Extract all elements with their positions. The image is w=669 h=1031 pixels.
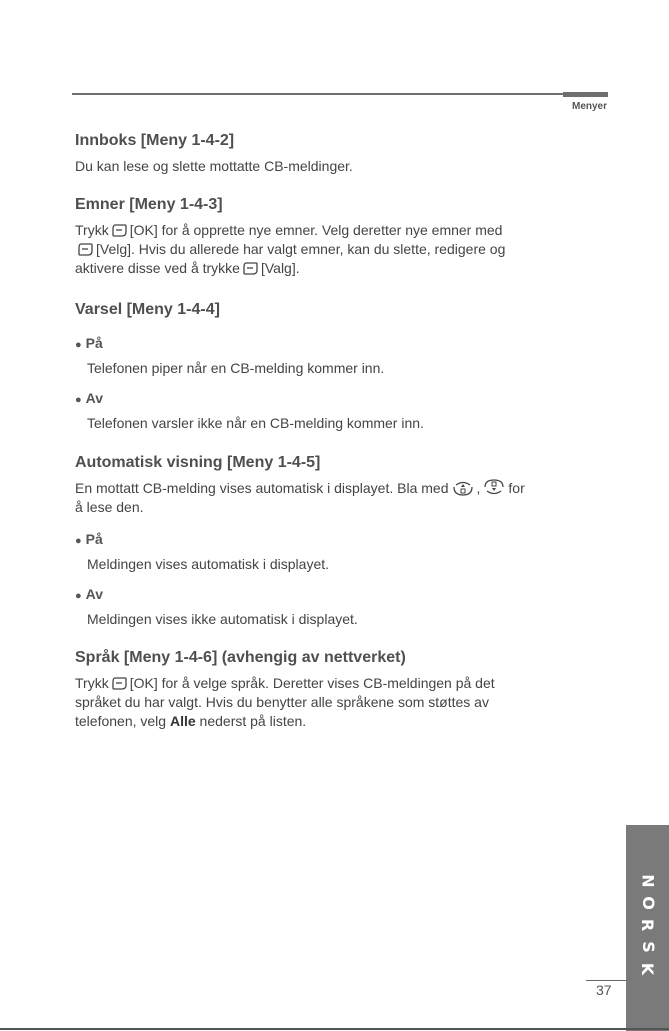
- section-title-sprak: Språk [Meny 1-4-6] (avhengig av nettverket): [75, 649, 406, 666]
- bullet-icon: ●: [75, 394, 82, 406]
- header-rule: [72, 93, 608, 95]
- section-title-innboks: Innboks [Meny 1-4-2]: [75, 132, 235, 149]
- bullet-icon: ●: [75, 590, 82, 602]
- option-description: Telefonen varsler ikke når en CB-melding kommer inn.: [87, 415, 424, 431]
- left-softkey-icon: [78, 243, 93, 256]
- nav-up-key-icon: [452, 479, 474, 497]
- option-heading: ● På: [75, 531, 103, 547]
- page-bottom-border: [0, 1028, 669, 1030]
- section-body-innboks: Du kan lese og slette mottatte CB-meldinger.: [75, 158, 353, 174]
- side-tab-letter: S: [638, 941, 658, 953]
- section-body-emner: Trykk [OK] for å opprette nye emner. Velg deretter nye emner med [Velg]. Hvis du allerede har valgt emner, kan du slette, redigere og aktivere disse ved å trykke [Valg].: [75, 222, 506, 276]
- left-softkey-icon: [112, 224, 127, 237]
- side-tab-letter: R: [638, 918, 658, 932]
- section-title-emner: Emner [Meny 1-4-3]: [75, 196, 223, 213]
- side-tab-letter: K: [638, 962, 658, 976]
- page-number: 37: [596, 982, 612, 998]
- header-rule-tab: [563, 92, 608, 97]
- running-header: Menyer: [571, 101, 607, 112]
- section-title-varsel: Varsel [Meny 1-4-4]: [75, 301, 220, 318]
- option-description: Telefonen piper når en CB-melding kommer inn.: [87, 360, 385, 376]
- bullet-icon: ●: [75, 535, 82, 547]
- section-title-automatisk: Automatisk visning [Meny 1-4-5]: [75, 454, 321, 471]
- emphasis-alle: Alle: [169, 713, 196, 729]
- section-body-sprak: Trykk [OK] for å velge språk. Deretter vises CB-meldingen på det språket du har valgt. Hvis du benytter alle språkene som støttes av telefonen, velg Alle nederst på listen.: [75, 675, 495, 729]
- option-heading: ● På: [75, 335, 103, 351]
- option-description: Meldingen vises ikke automatisk i displayet.: [87, 611, 358, 627]
- bullet-icon: ●: [75, 339, 82, 351]
- side-tab-letter: N: [638, 874, 658, 888]
- option-heading: ● Av: [75, 390, 104, 406]
- nav-down-key-icon: [483, 479, 505, 497]
- language-side-tab-label: [626, 870, 669, 1010]
- section-body-automatisk: En mottatt CB-melding vises automatisk i displayet. Bla med , for å lese den.: [75, 480, 525, 515]
- left-softkey-icon: [112, 677, 127, 690]
- side-tab-letter: O: [638, 896, 658, 910]
- option-heading: ● Av: [75, 586, 104, 602]
- page-number-rule: [586, 980, 626, 981]
- option-description: Meldingen vises automatisk i displayet.: [87, 556, 330, 572]
- page-content: [75, 132, 595, 731]
- left-softkey-icon: [243, 262, 258, 275]
